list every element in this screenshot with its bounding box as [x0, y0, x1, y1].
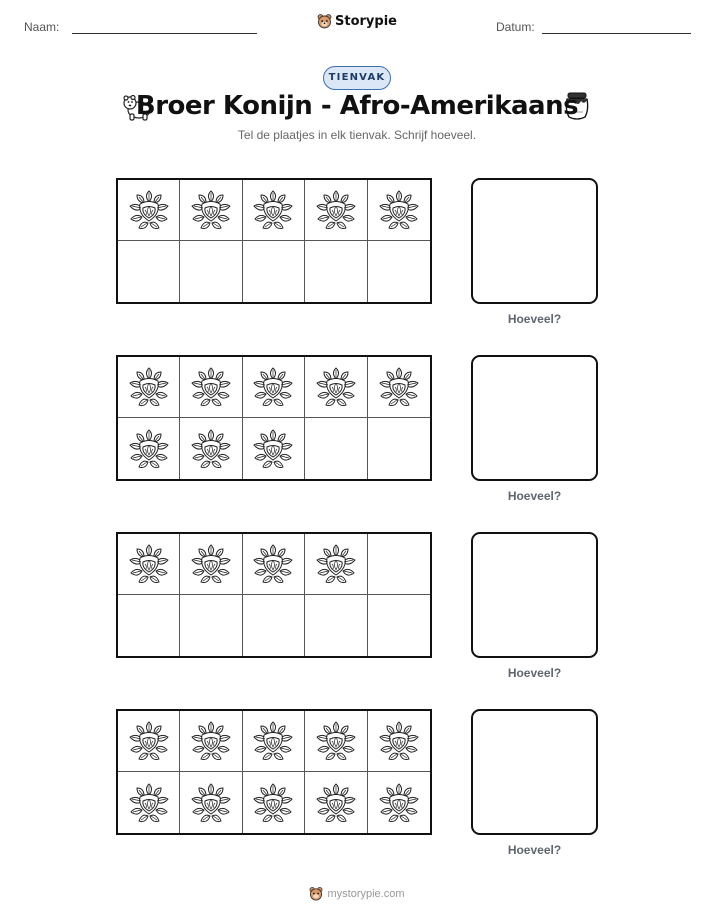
ten-frame-cell: [305, 180, 367, 241]
leafy-bush-icon: [314, 781, 358, 825]
leafy-bush-icon: [127, 719, 171, 763]
leafy-bush-icon: [377, 719, 421, 763]
leafy-bush-icon: [127, 542, 171, 586]
ten-frame-cell: [368, 180, 430, 241]
leafy-bush-icon: [127, 365, 171, 409]
ten-frame-cell: [368, 595, 430, 656]
ten-frame-1: [116, 178, 432, 304]
ten-frame-cell: [305, 534, 367, 595]
ten-frame-cell: [180, 534, 242, 595]
ten-frame-cell: [243, 418, 305, 479]
leafy-bush-icon: [314, 542, 358, 586]
brand-name: Storypie: [335, 13, 397, 29]
ten-frame-cell: [368, 357, 430, 418]
leafy-bush-icon: [189, 719, 233, 763]
brand: [0, 13, 714, 29]
ten-frame-cell: [118, 241, 180, 302]
ten-frame-cell: [305, 241, 367, 302]
ten-frame-cell: [305, 595, 367, 656]
ten-frame-cell: [368, 711, 430, 772]
ten-frame-cell: [118, 711, 180, 772]
leafy-bush-icon: [377, 781, 421, 825]
leafy-bush-icon: [251, 781, 295, 825]
ten-frame-cell: [180, 711, 242, 772]
ten-frame-cell: [180, 418, 242, 479]
name-line[interactable]: [72, 33, 257, 34]
ten-frame-cell: [243, 534, 305, 595]
leafy-bush-icon: [127, 427, 171, 471]
worksheet-type-badge: TIENVAK: [323, 66, 391, 90]
ten-frame-cell: [305, 357, 367, 418]
date-label: Datum:: [496, 20, 535, 34]
ten-frame-cell: [243, 711, 305, 772]
answer-label: Hoeveel?: [507, 666, 562, 680]
answer-label: Hoeveel?: [507, 489, 562, 503]
ten-frame-cell: [243, 180, 305, 241]
leafy-bush-icon: [251, 542, 295, 586]
ten-frame-cell: [243, 595, 305, 656]
leafy-bush-icon: [189, 188, 233, 232]
date-line[interactable]: [542, 33, 691, 34]
footer-url: mystorypie.com: [327, 887, 405, 900]
leafy-bush-icon: [127, 781, 171, 825]
instructions: Tel de plaatjes in elk tienvak. Schrijf hoeveel.: [237, 128, 477, 142]
leafy-bush-icon: [189, 781, 233, 825]
ten-frame-cell: [243, 241, 305, 302]
leafy-bush-icon: [189, 427, 233, 471]
ten-frame-cell: [118, 534, 180, 595]
leafy-bush-icon: [251, 188, 295, 232]
ten-frame-cell: [243, 772, 305, 833]
ten-frame-2: [116, 355, 432, 481]
answer-label: Hoeveel?: [507, 843, 562, 857]
leafy-bush-icon: [189, 365, 233, 409]
leafy-bush-icon: [251, 427, 295, 471]
ten-frame-cell: [305, 418, 367, 479]
ten-frame-cell: [180, 180, 242, 241]
bear-logo-icon: [309, 886, 323, 901]
leafy-bush-icon: [314, 365, 358, 409]
ten-frame-cell: [305, 711, 367, 772]
ten-frame-cell: [118, 180, 180, 241]
ten-frame-cell: [243, 357, 305, 418]
leafy-bush-icon: [189, 542, 233, 586]
ten-frame-cell: [305, 772, 367, 833]
leafy-bush-icon: [377, 365, 421, 409]
ten-frame-cell: [118, 357, 180, 418]
ten-frame-cell: [180, 241, 242, 302]
footer: [0, 886, 714, 901]
ten-frame-cell: [368, 418, 430, 479]
answer-box-1[interactable]: [471, 178, 598, 304]
ten-frame-cell: [118, 772, 180, 833]
leafy-bush-icon: [127, 188, 171, 232]
ten-frame-cell: [368, 534, 430, 595]
ten-frame-cell: [368, 772, 430, 833]
ten-frame-cell: [118, 418, 180, 479]
leafy-bush-icon: [314, 719, 358, 763]
answer-box-3[interactable]: [471, 532, 598, 658]
leafy-bush-icon: [251, 719, 295, 763]
bear-logo-icon: [317, 13, 332, 29]
ten-frame-cell: [180, 595, 242, 656]
ten-frame-4: [116, 709, 432, 835]
ten-frame-3: [116, 532, 432, 658]
leafy-bush-icon: [377, 188, 421, 232]
ten-frame-cell: [368, 241, 430, 302]
answer-box-2[interactable]: [471, 355, 598, 481]
answer-label: Hoeveel?: [507, 312, 562, 326]
ten-frame-cell: [118, 595, 180, 656]
leafy-bush-icon: [251, 365, 295, 409]
ten-frame-cell: [180, 772, 242, 833]
ten-frame-cell: [180, 357, 242, 418]
page-title: Broer Konijn - Afro-Amerikaans: [135, 91, 579, 121]
name-label: Naam:: [24, 20, 60, 34]
leafy-bush-icon: [314, 188, 358, 232]
answer-box-4[interactable]: [471, 709, 598, 835]
